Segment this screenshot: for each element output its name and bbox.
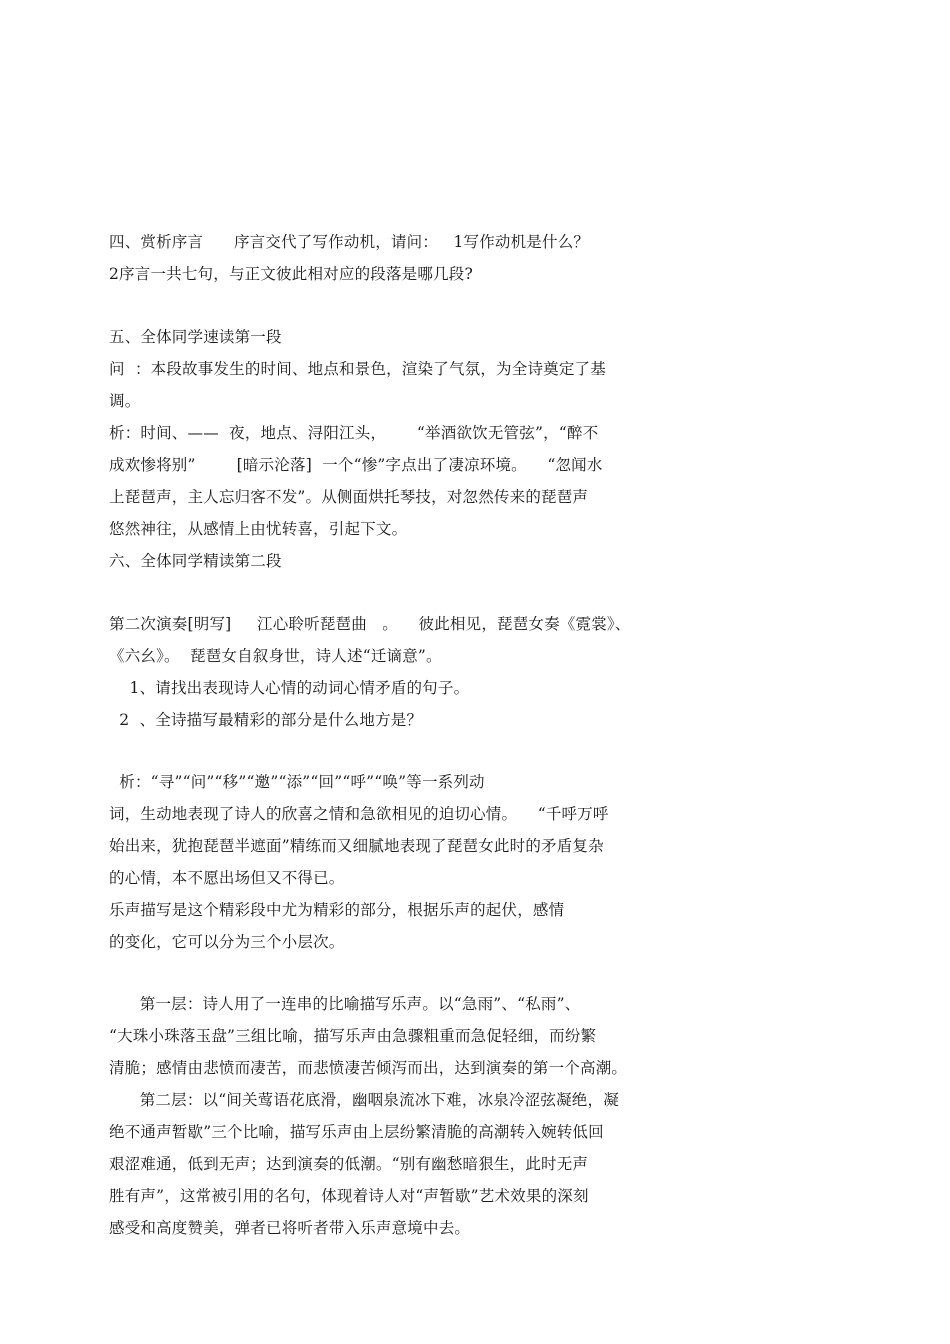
text-line: 的心情，本不愿出场但又不得已。 (109, 869, 345, 887)
text-line: 感受和高度赞美，弹者已将听者带入乐声意境中去。 (109, 1219, 471, 1237)
text-line: 词，生动地表现了诗人的欣喜之情和急欲相见的迫切心情。 “千呼万呼 (109, 805, 609, 823)
layer-1-text: 第一层：诗人用了一连串的比喻描写乐声。以“急雨”、“私雨”、 (109, 995, 581, 1013)
text-line: 析：时间、—— 夜，地点、浔阳江头， “举酒欲饮无管弦”，“醉不 (109, 424, 599, 442)
section-4-heading: 四、赏析序言 序言交代了写作动机，请问： 1写作动机是什么？ (109, 233, 590, 251)
text-line: 析：“寻”“问”“移”“邀”“添”“回”“呼”“唤”等一系列动 (109, 773, 485, 791)
text-line: 《六幺》。 琵琶女自叙身世，诗人述“迁谪意”。 (109, 647, 442, 665)
text-line: 始出来，犹抱琵琶半遮面”精练而又细腻地表现了琵琶女此时的矛盾复杂 (109, 837, 604, 855)
text-line: 绝不通声暂歇”三个比喻，描写乐声由上层纷繁清脆的高潮转入婉转低回 (109, 1123, 604, 1141)
text-line: 悠然神往，从感情上由忧转喜，引起下文。 (109, 520, 408, 538)
text-line: 成欢惨将别” [暗示沦落] 一个“惨”字点出了凄凉环境。 “忽闻水 (109, 456, 603, 474)
text-line: 上琵琶声，主人忘归客不发”。从侧面烘托琴技，对忽然传来的琵琶声 (109, 488, 589, 506)
section-5-heading: 五、全体同学速读第一段 (109, 328, 282, 346)
text-line: 的变化，它可以分为三个小层次。 (109, 933, 345, 951)
section-6-heading: 六、全体同学精读第二段 (109, 552, 282, 570)
question-1: 1、请找出表现诗人心情的动词心情矛盾的句子。 (109, 679, 470, 697)
text-line: 艰涩难通，低到无声；达到演奏的低潮。“别有幽愁暗狠生，此时无声 (109, 1155, 589, 1173)
text-line: 胜有声”，这常被引用的名句，体现着诗人对“声暂歇”艺术效果的深刻 (109, 1187, 589, 1205)
text-line: 问 ：本段故事发生的时间、地点和景色，渲染了气氛，为全诗奠定了基 (109, 360, 606, 378)
text-line: 2序言一共七句，与正文彼此相对应的段落是哪几段? (109, 265, 473, 283)
text-line: “大珠小珠落玉盘”三组比喻，描写乐声由急骤粗重而急促轻细，而纷繁 (109, 1027, 597, 1045)
text-line: 调。 (109, 392, 141, 410)
question-2: 2 、全诗描写最精彩的部分是什么地方是？ (109, 711, 423, 729)
layer-2-text: 第二层：以“间关莺语花底滑，幽咽泉流冰下难，冰泉冷涩弦凝绝，凝 (109, 1091, 619, 1109)
text-line: 清脆；感情由悲愤而凄苦，而悲愤凄苦倾泻而出，达到演奏的第一个高潮。 (109, 1059, 628, 1077)
text-line: 乐声描写是这个精彩段中尤为精彩的部分，根据乐声的起伏，感情 (109, 901, 565, 919)
text-line: 第二次演奏[明写] 江心聆听琵琶曲 。 彼此相见，琵琶女奏《霓裳》、 (109, 615, 631, 633)
